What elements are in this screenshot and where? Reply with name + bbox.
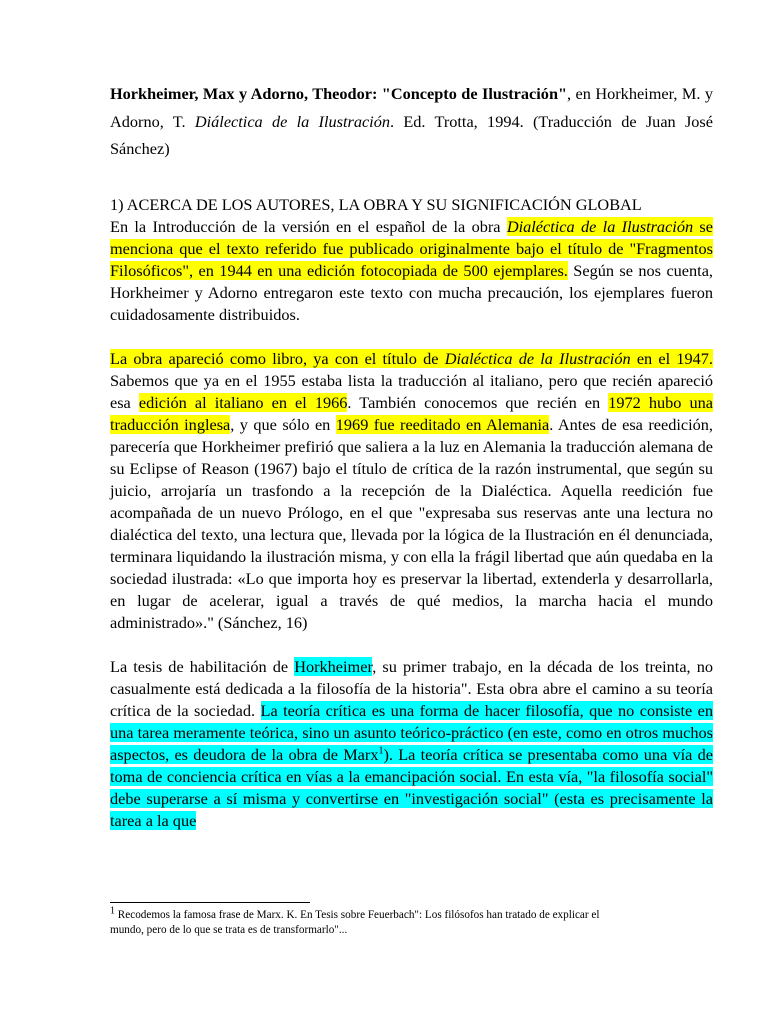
footnote-reference[interactable]: 1 — [378, 745, 384, 757]
footnote-marker: 1 — [110, 905, 115, 917]
footnote: $^1$ Recodemos la famosa frase de Marx. K. En Tesis sobre Feuerbach": Los filósofos han tratado de explicar el mundo, pero de lo que se trata es de transformarlo"... — [110, 905, 600, 936]
highlight-yellow: 1972 hubo una traducción inglesa — [110, 392, 714, 434]
reference-authors-title: Horkheimer, Max y Adorno, Theodor: "Concepto de Ilustración" — [110, 84, 568, 103]
section-heading: 1) ACERCA DE LOS AUTORES, LA OBRA Y SU SIGNIFICACIÓN GLOBAL — [110, 194, 642, 214]
paragraph-critical-theory: La tesis de habilitación de Horkheimer, su primer trabajo, en la década de los treinta, no casualmente está dedicada a la filosofía de la historia". Esta obra abre el camino a su teoría crítica de la sociedad. La teoría crítica es una forma de hacer filosofía, que no consiste en una tarea meramente teórica, sino un asunto teórico-práctico (en este, como en otros muchos aspectos, es deudora de la obra de Marx$^1$). La teoría crítica se presentaba como una vía de toma de conciencia crítica en vías a la emancipación social. En esta vía, "la filosofía social" debe superarse a sí misma y convertirse en "investigación social" (esta es precisamente la tarea a la que — [110, 656, 714, 830]
highlight-yellow: La obra apareció como libro, ya con el título de Dialéctica de la Ilustración en el 1947. — [110, 348, 714, 368]
highlight-cyan: La teoría crítica es una forma de hacer filosofía, que no consiste en una tarea meramente teórica, sino un asunto teórico-práctico (en este, como en otros muchos aspectos, es deudora de la obra de Marx$^1$). La teoría crítica se presentaba como una vía de toma de conciencia crítica en vías a la emancipación social. En esta vía, "la filosofía social" debe superarse a sí misma y convertirse en "investigación social" (esta es precisamente la tarea a la que — [110, 700, 714, 830]
highlight-yellow: Dialéctica de la Ilustración se menciona que el texto referido fue publicado originalmente bajo el título de "Fragmentos Filosóficos", en 1944 en una edición fotocopiada de 500 ejemplares. — [110, 216, 713, 280]
paragraph-introduction: En la Introducción de la versión en el español de la obra Dialéctica de la Ilustración se menciona que el texto referido fue publicado originalmente bajo el título de "Fragmentos Filosóficos", en 1944 en una edición fotocopiada de 500 ejemplares. Según se nos cuenta, Horkheimer y Adorno entregaron este texto con mucha precaución, los ejemplares fueron cuidadosamente distribuidos. — [110, 216, 713, 324]
highlight-yellow: 1969 fue reeditado en Alemania — [335, 414, 550, 434]
highlight-cyan: Horkheimer — [294, 656, 373, 676]
highlight-yellow: edición al italiano en el 1966 — [138, 392, 348, 412]
document-page — [110, 80, 713, 832]
reference-book-title: Diálectica de la Ilustración — [194, 111, 390, 131]
bibliographic-reference: Horkheimer, Max y Adorno, Theodor: "Concepto de Ilustración", en Horkheimer, M. y Adorno, T. Diálectica de la Ilustración. Ed. Trotta, 1994. (Traducción de Juan José Sánchez) — [110, 84, 713, 158]
footnote-separator — [110, 902, 310, 903]
paragraph-publication-history: La obra apareció como libro, ya con el título de Dialéctica de la Ilustración en el 1947. Sabemos que ya en el 1955 estaba lista la traducción al italiano, pero que recién apareció esa edición al italiano en el 1966. También conocemos que recién en 1972 hubo una traducción inglesa, y que sólo en 1969 fue reeditado en Alemania. Antes de esa reedición, parecería que Horkheimer prefirió que saliera a la luz en Alemania la traducción alemana de su Eclipse of Reason (1967) bajo el título de crítica de la razón instrumental, que según su juicio, arrojaría un trasfondo a la recepción de la Dialéctica. Aquella reedición fue acompañada de un nuevo Prólogo, en el que "expresaba sus reservas ante una lectura no dialéctica del texto, una lectura que, llevada por la lógica de la Ilustración en él denunciada, terminara liquidando la ilustración misma, y con ella la frágil libertad que aún quedaba en la sociedad ilustrada: «Lo que importa hoy es preservar la libertad, extenderla y desarrollarla, en lugar de acelerar, igual a través de qué medios, la marcha hacia el mundo administrado»." (Sánchez, 16) — [110, 348, 714, 632]
